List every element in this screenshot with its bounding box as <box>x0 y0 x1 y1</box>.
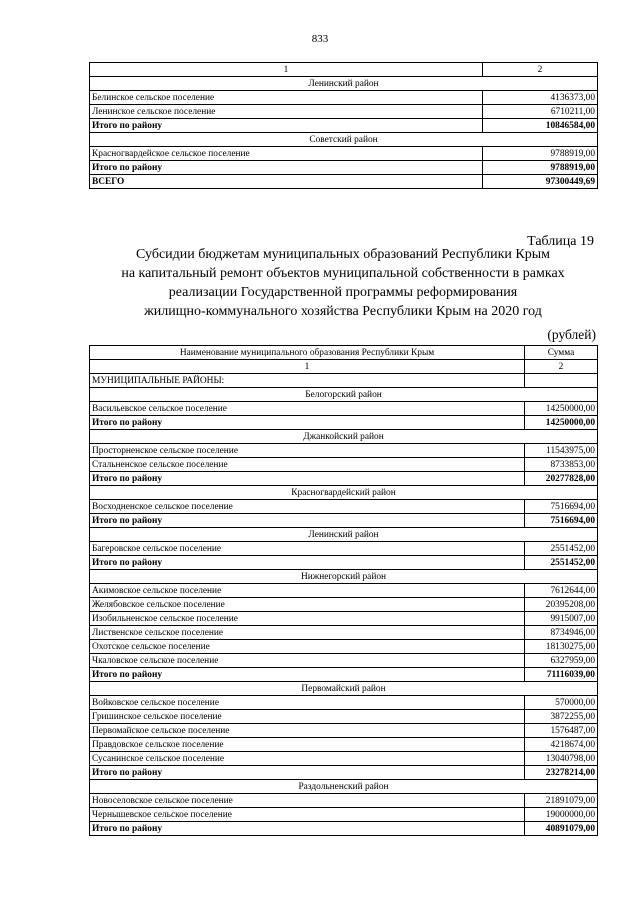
total-label: ВСЕГО <box>90 175 483 189</box>
column-number-row <box>90 360 598 374</box>
document-title <box>80 245 606 321</box>
title-line: Субсидии бюджетам муниципальных образований Республики Крым <box>136 247 550 262</box>
amount-cell: 8734946,00 <box>525 626 598 640</box>
total-label: Итого по району <box>90 822 525 836</box>
settlement-name: Стальненское сельское поселение <box>90 458 525 472</box>
total-row <box>90 472 598 486</box>
total-label: Итого по району <box>90 119 483 133</box>
column-number: 1 <box>90 360 525 374</box>
district-row <box>90 486 598 500</box>
title-line: реализации Государственной программы реформирования <box>168 285 518 300</box>
amount-cell: 14250000,00 <box>525 402 598 416</box>
amount-cell: 18130275,00 <box>525 640 598 654</box>
table-row <box>90 738 598 752</box>
page-number: 833 <box>311 33 329 45</box>
table-row <box>90 500 598 514</box>
total-row <box>90 175 598 189</box>
district-name: Ленинский район <box>90 528 598 542</box>
settlement-name: Багеровское сельское поселение <box>90 542 525 556</box>
total-amount: 20277828,00 <box>525 472 598 486</box>
amount-cell: 7516694,00 <box>525 500 598 514</box>
section-name: МУНИЦИПАЛЬНЫЕ РАЙОНЫ: <box>90 374 525 388</box>
amount-cell: 13040798,00 <box>525 752 598 766</box>
amount-cell: 8733853,00 <box>525 458 598 472</box>
district-name: Первомайский район <box>90 682 598 696</box>
total-row <box>90 416 598 430</box>
total-amount: 40891079,00 <box>525 822 598 836</box>
title-line: жилищно-коммунального хозяйства Республики Крым на 2020 год <box>144 304 542 319</box>
settlement-name: Васильевское сельское поселение <box>90 402 525 416</box>
total-amount: 14250000,00 <box>525 416 598 430</box>
table-row <box>90 402 598 416</box>
column-header-row <box>90 346 598 360</box>
settlement-name: Охотское сельское поселение <box>90 640 525 654</box>
settlement-name: Желябовское сельское поселение <box>90 598 525 612</box>
total-amount: 9788919,00 <box>483 161 598 175</box>
district-name: Красногвардейский район <box>90 486 598 500</box>
amount-cell: 21891079,00 <box>525 794 598 808</box>
amount-cell: 7612644,00 <box>525 584 598 598</box>
settlement-name: Просторненское сельское поселение <box>90 444 525 458</box>
table-row <box>90 612 598 626</box>
district-row <box>90 77 598 91</box>
table-row <box>90 752 598 766</box>
district-name: Нижнегорский район <box>90 570 598 584</box>
district-name: Ленинский район <box>90 77 598 91</box>
settlement-name: Белинское сельское поселение <box>90 91 483 105</box>
district-row <box>90 388 598 402</box>
amount-cell: 3872255,00 <box>525 710 598 724</box>
total-row <box>90 556 598 570</box>
amount-cell: 4136373,00 <box>483 91 598 105</box>
table-row <box>90 105 598 119</box>
settlement-name: Сусанинское сельское поселение <box>90 752 525 766</box>
total-row <box>90 119 598 133</box>
district-name: Советский район <box>90 133 598 147</box>
column-number-row <box>90 63 598 77</box>
empty-cell <box>525 374 598 388</box>
district-name: Белогорский район <box>90 388 598 402</box>
table-row <box>90 91 598 105</box>
district-row <box>90 570 598 584</box>
total-label: Итого по району <box>90 556 525 570</box>
column-header-amount: Сумма <box>525 346 598 360</box>
amount-cell: 1576487,00 <box>525 724 598 738</box>
total-amount: 23278214,00 <box>525 766 598 780</box>
total-label: Итого по району <box>90 668 525 682</box>
column-number: 2 <box>525 360 598 374</box>
continuation-table <box>89 62 598 189</box>
table-row <box>90 584 598 598</box>
district-row <box>90 528 598 542</box>
total-label: Итого по району <box>90 514 525 528</box>
district-row <box>90 430 598 444</box>
district-row <box>90 780 598 794</box>
amount-cell: 6327959,00 <box>525 654 598 668</box>
table-row <box>90 444 598 458</box>
column-header-name: Наименование муниципального образования Республики Крым <box>90 346 525 360</box>
total-row <box>90 161 598 175</box>
settlement-name: Акимовское сельское поселение <box>90 584 525 598</box>
total-amount: 7516694,00 <box>525 514 598 528</box>
total-amount: 71116039,00 <box>525 668 598 682</box>
amount-cell: 570000,00 <box>525 696 598 710</box>
section-row <box>90 374 598 388</box>
total-row <box>90 668 598 682</box>
settlement-name: Восходненское сельское поселение <box>90 500 525 514</box>
title-line: на капитальный ремонт объектов муниципальной собственности в рамках <box>121 266 565 281</box>
column-number: 2 <box>483 63 598 77</box>
table-row <box>90 794 598 808</box>
settlement-name: Ленинское сельское поселение <box>90 105 483 119</box>
settlement-name: Гришинское сельское поселение <box>90 710 525 724</box>
table-row <box>90 654 598 668</box>
table-row <box>90 724 598 738</box>
amount-cell: 6710211,00 <box>483 105 598 119</box>
settlement-name: Новоселовское сельское поселение <box>90 794 525 808</box>
amount-cell: 11543975,00 <box>525 444 598 458</box>
total-amount: 2551452,00 <box>525 556 598 570</box>
table-row <box>90 696 598 710</box>
table-row <box>90 640 598 654</box>
amount-cell: 2551452,00 <box>525 542 598 556</box>
district-name: Раздольненский район <box>90 780 598 794</box>
amount-cell: 19000000,00 <box>525 808 598 822</box>
total-row <box>90 514 598 528</box>
settlement-name: Лиственское сельское поселение <box>90 626 525 640</box>
subsidies-table <box>89 345 598 836</box>
settlement-name: Чернышевское сельское поселение <box>90 808 525 822</box>
settlement-name: Войковское сельское поселение <box>90 696 525 710</box>
district-name: Джанкойский район <box>90 430 598 444</box>
table-label: Таблица 19 <box>527 234 594 249</box>
table-row <box>90 710 598 724</box>
settlement-name: Чкаловское сельское поселение <box>90 654 525 668</box>
amount-cell: 4218674,00 <box>525 738 598 752</box>
column-number: 1 <box>90 63 483 77</box>
total-row <box>90 822 598 836</box>
total-label: Итого по району <box>90 416 525 430</box>
table-row <box>90 458 598 472</box>
total-row <box>90 766 598 780</box>
amount-cell: 20395208,00 <box>525 598 598 612</box>
total-amount: 10846584,00 <box>483 119 598 133</box>
settlement-name: Красногвардейское сельское поселение <box>90 147 483 161</box>
district-row <box>90 133 598 147</box>
district-row <box>90 682 598 696</box>
table-row <box>90 808 598 822</box>
total-label: Итого по району <box>90 766 525 780</box>
total-amount: 97300449,69 <box>483 175 598 189</box>
table-row <box>90 598 598 612</box>
total-label: Итого по району <box>90 472 525 486</box>
settlement-name: Правдовское сельское поселение <box>90 738 525 752</box>
table-row <box>90 626 598 640</box>
settlement-name: Изобильненское сельское поселение <box>90 612 525 626</box>
table-row <box>90 147 598 161</box>
settlement-name: Первомайское сельское поселение <box>90 724 525 738</box>
table-row <box>90 542 598 556</box>
units-label: (рублей) <box>547 327 596 342</box>
amount-cell: 9915007,00 <box>525 612 598 626</box>
total-label: Итого по району <box>90 161 483 175</box>
amount-cell: 9788919,00 <box>483 147 598 161</box>
